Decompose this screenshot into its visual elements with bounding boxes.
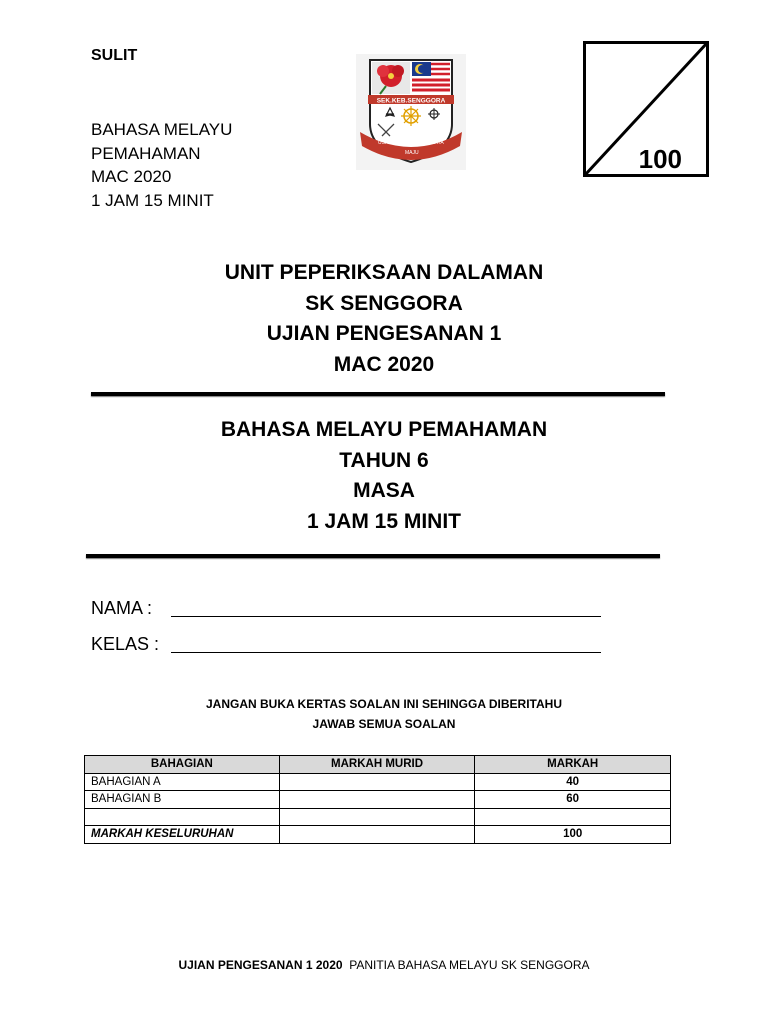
- footer-exam: UJIAN PENGESANAN 1 2020: [178, 958, 343, 972]
- divider: [86, 554, 660, 558]
- subject-year: TAHUN 6: [339, 448, 429, 472]
- row-section: [85, 808, 280, 826]
- row-student-mark[interactable]: [279, 791, 475, 809]
- instructions: [0, 694, 768, 734]
- row-max-mark: 60: [475, 791, 671, 809]
- name-input-line[interactable]: [171, 598, 601, 617]
- crest-motto-2: MAJU: [405, 150, 419, 156]
- subject-block: [0, 415, 768, 537]
- row-section: BAHAGIAN B: [85, 791, 280, 809]
- subject-name: BAHASA MELAYU PEMAHAMAN: [220, 418, 548, 441]
- row-max-mark: 40: [475, 773, 671, 791]
- footer-panel: PANITIA BAHASA MELAYU SK SENGGORA: [349, 958, 590, 972]
- class-label: KELAS :: [91, 634, 160, 654]
- total-label: MARKAH KESELURUHAN: [85, 826, 280, 844]
- crest-banner: SEK.KEB.SENGGORA: [376, 97, 446, 105]
- row-student-mark[interactable]: [279, 808, 475, 826]
- meta-paper: PEMAHAMAN: [91, 143, 201, 163]
- subject-duration: 1 JAM 15 MINIT: [306, 509, 462, 533]
- row-section: BAHAGIAN A: [85, 773, 280, 791]
- score-total: 100: [638, 144, 682, 174]
- table-total-row: [85, 826, 671, 844]
- name-field: [91, 598, 601, 619]
- header-markah-murid: MARKAH MURID: [279, 756, 475, 774]
- marks-table: [84, 755, 671, 844]
- instruction-2: JAWAB SEMUA SOALAN: [312, 717, 456, 731]
- row-student-mark[interactable]: [279, 773, 475, 791]
- class-field: [91, 634, 601, 655]
- title-date: MAC 2020: [333, 352, 435, 376]
- meta-date: MAC 2020: [91, 167, 172, 186]
- name-label: NAMA :: [91, 598, 153, 618]
- score-box: [583, 41, 709, 177]
- school-crest-logo: [356, 54, 466, 170]
- crest-motto-3: JAYA: [432, 140, 444, 146]
- class-input-line[interactable]: [171, 634, 601, 653]
- row-max-mark: [475, 808, 671, 826]
- title-unit: UNIT PEPERIKSAAN DALAMAN: [224, 261, 544, 284]
- crest-motto-1: USAHA: [378, 140, 396, 146]
- subject-time-label: MASA: [353, 479, 415, 502]
- sulit-label: SULIT: [91, 47, 138, 64]
- title-exam: UJIAN PENGESANAN 1: [266, 322, 502, 345]
- header-markah: MARKAH: [475, 756, 671, 774]
- meta-duration: 1 JAM 15 MINIT: [91, 190, 214, 210]
- page-footer: [0, 958, 768, 972]
- meta-subject: BAHASA MELAYU: [91, 120, 233, 139]
- instruction-1: JANGAN BUKA KERTAS SOALAN INI SEHINGGA DIBERITAHU: [205, 697, 562, 711]
- title-block: [0, 258, 768, 380]
- header-bahagian: BAHAGIAN: [85, 756, 280, 774]
- title-school: SK SENGGORA: [305, 291, 463, 315]
- table-row: [85, 773, 671, 791]
- total-student-mark[interactable]: [279, 826, 475, 844]
- table-header-row: [85, 756, 671, 774]
- total-max-mark: 100: [475, 826, 671, 844]
- table-row: [85, 791, 671, 809]
- divider: [91, 392, 665, 396]
- exam-meta: [91, 118, 232, 212]
- table-row: [85, 808, 671, 826]
